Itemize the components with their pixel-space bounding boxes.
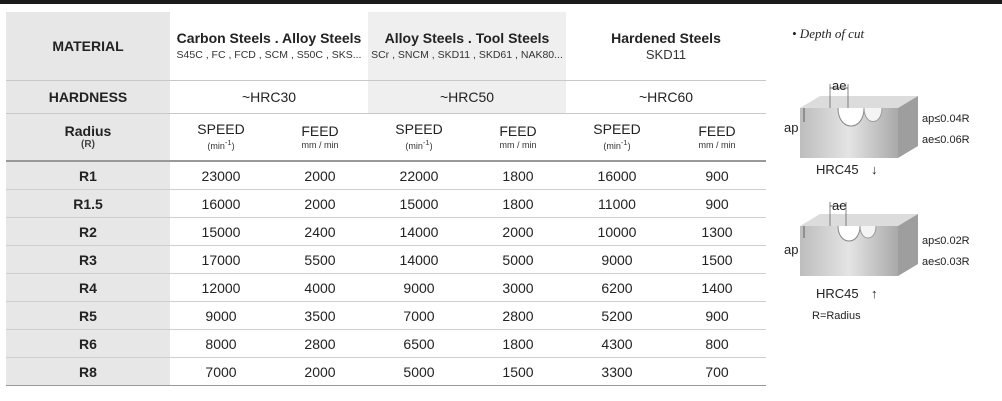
feed-cell: 2000 [470,218,566,246]
speed-cell: 17000 [170,246,272,274]
radius-cell: R4 [6,274,170,302]
radius-cell: R8 [6,358,170,386]
speed-unit: $(\min^{-1})$ [405,138,433,151]
feed-cell: 1500 [668,246,766,274]
table-row [6,246,766,274]
diagram-1-ae: ae [832,78,847,93]
radius-cell: R2 [6,218,170,246]
hardness-group-3: ~HRC60 [566,81,766,114]
depth-of-cut-title: • Depth of cut [792,26,865,41]
feed-header [470,114,566,162]
radius-cell: R1.5 [6,190,170,218]
material-row [6,12,766,81]
radius-cell: R1 [6,161,170,190]
speed-cell: 16000 [170,190,272,218]
material-group-1 [170,12,368,81]
hardness-label: HARDNESS [6,81,170,114]
feed-cell: 5500 [272,246,368,274]
speed-label: SPEED [197,121,245,137]
speed-cell: 4300 [566,330,668,358]
feed-cell: 2000 [272,161,368,190]
radius-legend: R=Radius [812,310,861,322]
speed-cell: 9000 [566,246,668,274]
radius-sub: (R) [81,139,95,150]
table-row [6,302,766,330]
arrow-up-icon: ↑ [871,286,878,301]
feed-cell: 3000 [470,274,566,302]
feed-cell: 900 [668,302,766,330]
radius-cell: R5 [6,302,170,330]
feed-cell: 1500 [470,358,566,386]
table-row [6,161,766,190]
feed-cell: 5000 [470,246,566,274]
speed-cell: 15000 [368,190,470,218]
radius-label: Radius [64,123,112,139]
feed-header [272,114,368,162]
speed-cell: 14000 [368,218,470,246]
speed-cell: 5000 [368,358,470,386]
feed-cell: 900 [668,190,766,218]
material-group-1-grades: S45C , FC , FCD , SCM , S50C , SKS... [176,49,362,61]
feed-unit: mm / min [698,139,736,150]
feed-cell: 900 [668,161,766,190]
speed-cell: 14000 [368,246,470,274]
material-group-3 [566,12,766,81]
speed-cell: 7000 [170,358,272,386]
speed-cell: 9000 [170,302,272,330]
speed-cell: 6500 [368,330,470,358]
depth-of-cut-panel [778,12,1002,392]
feed-cell: 2400 [272,218,368,246]
hardness-group-2: ~HRC50 [368,81,566,114]
diagram-2-ap-value: ap≤0.02R [922,235,970,247]
feed-cell: 800 [668,330,766,358]
feed-label: FEED [698,122,736,139]
feed-cell: 2000 [272,190,368,218]
feed-cell: 2800 [470,302,566,330]
speed-cell: 5200 [566,302,668,330]
speed-label: SPEED [593,121,641,137]
material-group-3-title: Hardened Steels [611,30,721,46]
feed-label: FEED [301,122,339,139]
diagram-1-ae-value: ae≤0.06R [922,134,970,146]
table-row [6,330,766,358]
speed-label: SPEED [395,121,443,137]
speed-cell: 16000 [566,161,668,190]
radius-cell: R3 [6,246,170,274]
feed-unit: mm / min [499,139,537,150]
feed-cell: 1800 [470,190,566,218]
table-row [6,274,766,302]
feed-cell: 2000 [272,358,368,386]
diagram-2-ae-value: ae≤0.03R [922,256,970,268]
speed-cell: 23000 [170,161,272,190]
speed-header [170,114,272,162]
table-row [6,190,766,218]
speed-cell: 11000 [566,190,668,218]
diagram-2-hardness: HRC45 [816,286,859,301]
feed-cell: 1300 [668,218,766,246]
table-row [6,358,766,386]
feed-cell: 4000 [272,274,368,302]
diagram-1-ap-value: ap≤0.04R [922,113,970,125]
feed-unit: mm / min [301,139,339,150]
speed-cell: 10000 [566,218,668,246]
material-group-2-grades: SCr , SNCM , SKD11 , SKD61 , NAK80... [371,49,563,61]
arrow-down-icon: ↓ [871,162,878,177]
diagram-2-ae: ae [832,198,847,213]
material-group-3-grades: SKD11 [645,47,687,62]
material-group-1-title: Carbon Steels . Alloy Steels [176,30,362,46]
speed-cell: 3300 [566,358,668,386]
feed-cell: 1800 [470,330,566,358]
speed-cell: 22000 [368,161,470,190]
hardness-group-1: ~HRC30 [170,81,368,114]
hardness-row [6,81,766,114]
speed-unit: $(\min^{-1})$ [207,138,235,151]
feed-cell: 3500 [272,302,368,330]
feed-cell: 1400 [668,274,766,302]
feed-label: FEED [499,122,537,139]
speed-cell: 8000 [170,330,272,358]
material-label: MATERIAL [6,12,170,81]
radius-header [6,114,170,162]
material-group-2-title: Alloy Steels . Tool Steels [384,30,550,46]
feed-cell: 1800 [470,161,566,190]
speed-cell: 7000 [368,302,470,330]
speed-unit: $(\min^{-1})$ [603,138,631,151]
feed-header [668,114,766,162]
cutting-conditions-table [6,12,766,386]
top-rule [0,0,1002,4]
diagram-1-ap: ap [784,120,799,135]
speed-cell: 9000 [368,274,470,302]
column-header-row [6,114,766,162]
material-group-2 [368,12,566,81]
speed-header [368,114,470,162]
table-row [6,218,766,246]
radius-cell: R6 [6,330,170,358]
feed-cell: 2800 [272,330,368,358]
diagram-1-hardness: HRC45 [816,162,859,177]
speed-cell: 15000 [170,218,272,246]
data-rows [6,161,766,386]
speed-cell: 12000 [170,274,272,302]
depth-of-cut-diagram-1 [778,78,1002,178]
feed-cell: 700 [668,358,766,386]
diagram-2-ap: ap [784,242,799,257]
speed-header [566,114,668,162]
speed-cell: 6200 [566,274,668,302]
